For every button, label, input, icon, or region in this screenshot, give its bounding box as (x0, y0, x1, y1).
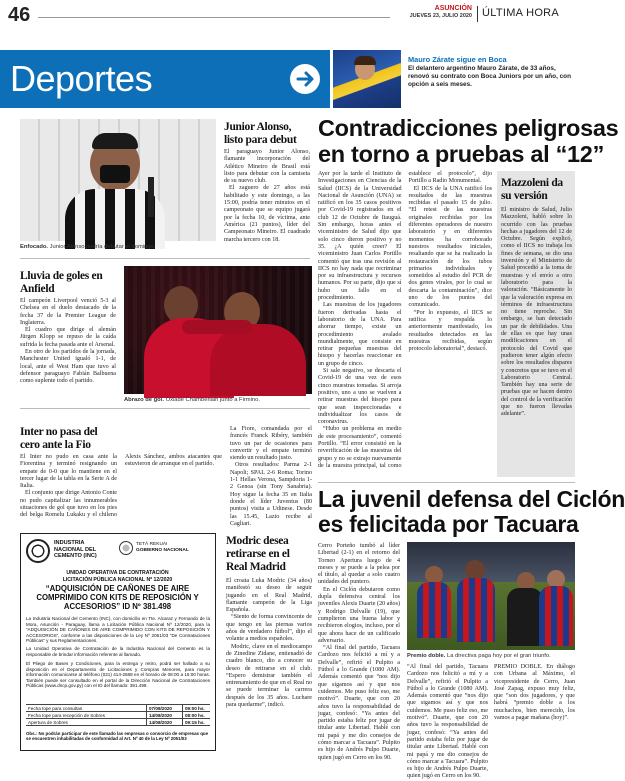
header-date: JUEVES 23, JULIO 2020 (409, 13, 472, 19)
caption-text: Junior Alonso podría debutar el domingo. (49, 244, 156, 250)
paragraph: El paraguayo Junior Alonso, flamante incorporación del Atlético Mineiro de Brasil está listo para debutar con la camiseta de su nuevo club. (224, 149, 310, 185)
headline-covid-line2: en torno a pruebas al “12” (318, 141, 605, 167)
paragraph: “Al final del partido, Tacuara Cardozo nos felicitó a mí y a Delvalle”, refirió el Pulpito a Fútbol a lo Grande (1080 AM). Además comentó que “nos dijo que sigamos así y que nos cuidemos. Me puso feliz eso, me motivó”. Duarte, que con 20 años tuvo la responsabilidad de jugar, confesó: “Ya antes del partido estaba feliz por jugar de titular ante Libertad. Hablé con mi papá y me dio consejos de cómo marcar a Tacuara”. Pulpito es hijo de Andrés Pulpo Duarte, quien jugó en Cerro en los 90. (407, 664, 488, 780)
paragraph: PREMIO DOBLE. En diálogo con Urbana al Máximo, el vicepresidente de Cerro, Juan José Zapag, expuso muy feliz, que “son dos jugadores, y que habrá “premio doble a los muchachos, bien merecido, los vamos a pagar mañana (hoy)”. (494, 664, 575, 722)
paragraph: Ayer por la tarde el Instituto de Investigaciones en Ciencias de la Salud (IICS) de la Universidad Nacional de Asunción (UNA) se ratificó en los 35 casos positivos por Covid-19 registrados en el club 12 de Octubre de Itauguá. Sin embargo, horas antes el viceministro de Salud dijo que solo cinco dieron positivo y no 35. ¿A quién creer? El viceministro Juan Carlos Portillo comentó que tras una revisión al IICS no hay nada que recriminar por su infraestructura y recursos humanos. Por su parte, dijo que sí hubo un fallo en el procedimiento. (318, 171, 402, 302)
headline-covid-line1: Contradicciones peligrosas (318, 115, 619, 141)
ad-box (20, 533, 216, 751)
paragraph: “Siento de forma convincente de que tengo en las piernas varios años de verdadero fútbol”, dijo el volante a medios españoles. (226, 614, 312, 643)
table-row (26, 705, 210, 712)
ad-table (26, 704, 210, 726)
ad-intro: La Industria Nacional del Cemento (INC), con domicilio en Tte. Alcaraz y Fernando de la Mora, Asunción - Paraguay, llama a Licitación Pública Nacional Nº 12/2020, para la “ADQUISICIÓN DE CAÑONES DE AIRE COMPRIMIDO CON KITS DE REPOSICIÓN Y ACCESORIOS”, conforme a las disposiciones de la Ley Nº 2051/03 “De Contrataciones Públicas” y sus Reglamentaciones. (26, 616, 210, 644)
body-mazzoleni (501, 207, 572, 473)
paragraph: En otro de los partidos de la jornada, Manchester United igualó 1-1, de local, ante el West Ham que tuvo al defensor paraguayo Fabián Balbuena como suplente todo el partido. (20, 349, 116, 385)
body-cerro-col1 (318, 543, 400, 761)
section-tag: ÚLTIMA HORA (482, 7, 560, 19)
ad-org (54, 540, 97, 560)
paragraph: El campeón Liverpool venció 5-3 al Chelsea en el duelo destacado de la fecha 37 de la Premier League de Inglaterra. (20, 298, 116, 326)
paragraph: El croata Luka Modric (34 años) manifestó su deseo de seguir jugando en el Real Madrid, flamante campeón de la Liga Española. (226, 578, 312, 614)
seal-icon (119, 541, 133, 555)
org-line: CEMENTO (INC) (54, 553, 97, 560)
table-cell: 14/08/2020 (146, 712, 182, 718)
paragraph: En el Ciclón debutaron como dupla defensiva central los juveniles Alexis Duarte (20 años) y Rodrigo Delvalle (19), que cumplieron una buena labor y recibieron elogios, incluso, por el que ahora hace de un calificado adversario. (318, 586, 400, 644)
body-fio-cont (230, 426, 312, 527)
paragraph: “Hubo un problema en medio de este procesamiento”, comentó Portillo. “El error consistió en la reverificación de las muestras del grupo y no se extrajo nuevamente de la muestra principal, tal como establece el protocolo”, dijo Portillo a Radio Monumental. (318, 171, 492, 469)
table-cell: 14/08/2020 (146, 719, 182, 725)
divider (20, 258, 310, 259)
caption-text: Oxlade Chamberlain junto a Firmino. (165, 397, 260, 403)
teaser-text: El delantero argentino Mauro Zárate, de 33 años, renovó su contrato con Boca Juniors por un año, con opción a seis meses. (408, 65, 571, 88)
photo-alonso (20, 119, 216, 241)
ad-gov (136, 542, 189, 554)
caption-label: Abrazo de gol. (124, 397, 164, 403)
headline-cerro-line1: La juvenil defensa del Ciclón (318, 486, 625, 512)
ad-unit: UNIDAD OPERATIVA DE CONTRATACIÓN (66, 570, 169, 576)
table-cell: Apertura de Sobres (28, 720, 68, 725)
table-cell: 07/08/2020 (146, 705, 182, 711)
divider (318, 482, 575, 483)
paragraph: El zaguero de 27 años está habilitado y este domingo, a las 15:00, podría tener minutos en el campeonato que se equipo jugará por la fecha 10, de víctima, ante América (21 puntos), líder del Campeonato Mineiro. El cuadrado marcha tercero con 18. (224, 185, 310, 243)
gov-line: GOBIERNO NACIONAL (136, 547, 189, 553)
ad-pliego: El Pliego de Bases y Condiciones, para la entrega y retiro, podrá ser hallado a su disposición en el Departamento de Licitaciones y Compras Menores, para mayor información comunicarse al teléfono (021) 414-2588 en el horario de 08:00 a 15:00 horas. También puede ser consultado en el portal de la Dirección Nacional de Contrataciones Públicas (www.dncp.gov.py) con el ID del llamado: 381.498. (26, 661, 210, 689)
paragraph: Otros resultados: Parma 2-1 Napoli; SPAL 2-6 Roma; Torino 1-1 Hellas Verona, Sampdoria 1-2 Genoa (sin Tony Sanabria). Hoy sigue la fecha 35 en Italia donde el líder Juventus (80 puntos) visita a Udinese. Desde las 15.45, Lazio recibe al Cagliari. (230, 462, 312, 527)
table-row (26, 712, 210, 719)
headline-alonso: Junior Alonso, listo para debut (224, 121, 297, 146)
body-modric (226, 578, 312, 754)
inc-logo-icon (26, 539, 50, 563)
body-fio (20, 454, 222, 527)
headline-mazzoleni: Mazzoleni da su versión (501, 177, 563, 202)
paragraph: El conjunto que dirige Antonio Conte no pudo capitalizar las innumerables situaciones de gol que tuvo en los pies del belga Romelu Lukaku y el chileno Alexis Sánchez, ambos atacantes que estuvieron de arranque en el partido. (20, 454, 222, 519)
table-cell: 09:00 hs. (182, 705, 210, 711)
photo-cerro (407, 542, 575, 650)
paragraph: El ministro de Salud, Julio Mazzoleni, habló sobre lo ocurrido con las pruebas hechas a jugadores del 12 de Octubre. Según explicó, como el IICS no trabaja los fines de semana, se dio una inversión y el Ministerio de Salud procedió a la toma de muestras y el envío a otro laboratorio para la valoración. “Básicamente lo que la valoración expresa en términos de infraestructura no tiene reproche. Sin embargo, se han detectado un par de debilidades. Una de ellas es que hay unas modificaciones en el protocolo del Covid que pudieron tener algún efecto sobre los resultados dispares y concretos que se tuvo en el Laboratorio Central. También hay una serie de pruebas que se hacen dentro del control de la verificación que no fueron llevadas adelante”. (501, 207, 572, 418)
body-cerro-col2 (407, 664, 488, 780)
caption-alonso (20, 244, 220, 251)
arrow-right-icon[interactable] (290, 64, 320, 94)
headline-fio: Inter no pasa del cero ante la Fio (20, 426, 98, 451)
table-cell: 09:15 hs. (182, 719, 210, 725)
divider (20, 408, 310, 409)
headline-cerro-line2: es felicitada por Tacuara (318, 511, 579, 537)
ad-footer: Obs.: No podrán participar de este llamado las empresas o consorcio de empresas que se encuentren inhabilitadas de conformidad al Art. Nº 40 de la Ley Nº 2051/03 (26, 731, 209, 742)
caption-liverpool (124, 397, 314, 404)
table-cell: 08:00 hs. (182, 712, 210, 718)
body-liverpool (20, 298, 116, 400)
table-row (26, 719, 210, 726)
paragraph: Cerro Porteño tumbó al líder Libertad (2-1) en el retorno del Torneo Apertura luego de 4 meses y se puede a la pelea por el título, al quedar a solo cuatro unidades del puntero. (318, 543, 400, 586)
table-cell: Fecha tope para consultas (28, 706, 83, 711)
org-line: INDUSTRIA (54, 540, 85, 546)
headline-modric: Modric desea retirarse en el Real Madrid (226, 535, 290, 573)
paragraph: La Fiore, comandada por el francés Franck Ribéry, también tuvo un par de ocasiones para convertir y el empate terminó siendo un resultado justo. (230, 426, 312, 462)
caption-label: Enfocado. (20, 244, 49, 250)
ad-licitacion: LICITACIÓN PÚBLICA NACIONAL Nº 12/2020 (62, 577, 173, 583)
sidebar-mazzoleni (497, 171, 575, 477)
teaser-title: Mauro Zárate sigue en Boca (408, 55, 507, 64)
paragraph: El Inter no pudo en casa ante la Fiorentina y terminó resignando un empate de 0-0 que lo mantiene en el tercer lugar de la tabla en la Serie A de Italia. (20, 454, 117, 490)
ad-title: “ADQUISICIÓN DE CAÑONES DE AIRE COMPRIMIDO CON KITS DE REPOSICIÓN Y ACCESORIOS” ID Nº 381.498 (36, 584, 199, 611)
photo-liverpool (124, 266, 312, 394)
paragraph: “Al final del partido, Tacuara Cardozo nos felicitó a mí y a Delvalle”, refirió el Pulpito a Fútbol a lo Grande (1080 AM). Además comentó que “nos dijo que sigamos así y que nos cuidemos. Me puso feliz eso, me motivó”. Duarte, que con 20 años tuvo la responsabilidad de jugar, confesó: “Ya antes del partido estaba feliz por jugar de titular ante Libertad. Hablé con mi papá y me dio consejos de cómo marcar a Tacuara”. Pulpito es hijo de Andrés Pulpo Duarte, quien jugó en Cerro en los 90. (318, 645, 400, 761)
section-title: Deportes (10, 58, 153, 99)
section-banner (0, 50, 330, 108)
header-city: ASUNCIÓN (434, 5, 472, 12)
body-alonso (224, 149, 310, 253)
header-rule (38, 17, 390, 18)
headline-liverpool: Lluvia de goles en Anfield (20, 270, 103, 295)
caption-text: La directiva paga hoy por el gran triunfo. (446, 653, 551, 659)
teaser-photo (333, 50, 401, 108)
paragraph: “Por lo expuesto, el IICS se ratifica y respalda lo anteriormente manifestado, los resultados detectados en las muestras recibidas, según protocolo laboratorial”, destacó. (408, 309, 492, 353)
paragraph: El IICS de la UNA ratificó los resultados de las muestras recibidas el pasado 15 de julio. “El retest de las muestras originales recibidas por los diferentes operadores de nuestro laboratorio y en diferentes momentos ha corroborado nuestros resultados iniciales, resaltando que se ha realizado la restauración de los tubos primarios individuales y sometidos al estudio del PCR de dos genes virales, por lo cual se descarta la contaminación”, dice uno de los puntos del comunicado. (408, 185, 492, 309)
paragraph: Si sale negativo, se descarta el Covid-19 de una vez de esos cinco muestras tomadas. Si arroja positivo, uno a uno se vuelven a retirar muestras del hisopo para que sean inspeccionadas e individualizar los casos de coronavirus. (318, 368, 402, 426)
caption-label: Premio doble. (407, 653, 446, 659)
ad-note: La Unidad Operativa de Contratación de la Industria Nacional del Cemento es la responsable de brindar información referente al llamado. (26, 646, 210, 657)
header-divider (477, 6, 478, 22)
body-covid (318, 171, 492, 477)
table-cell: Fecha tope para recepción de Sobres (28, 713, 105, 718)
body-cerro-col3 (494, 664, 575, 754)
org-line: NACIONAL DEL (54, 546, 97, 553)
page-number: 46 (8, 4, 31, 26)
paragraph: El cuadro que dirige el alemán Jürgen Klopp se repuso de la caída sufrida la fecha pasada ante el Arsenal. (20, 327, 116, 348)
gov-line: TETÃ REKUÁI (136, 542, 168, 547)
paragraph: Modric, clave en el mediocampo de Zinedine Zidane, entienadió de cuadro blanco, dio a conocer su deseo de retirarse en el club. “Espero demistrar también el entrenamiento de que en el Real no se puede terminar la carrera después de los 35 años. Luchare para quedarme”, indicó. (226, 643, 312, 709)
caption-cerro (407, 653, 577, 660)
paragraph: Las muestras de los jugadores fueron derivadas hasta el laboratorio de la UNA. Para ahorrar tiempo, existe un procedimiento avalado mundialmente, que consiste en retirar pequeñas muestras del hisopo y hacerlas reaccionar en un grupo de cinco. (318, 302, 402, 367)
